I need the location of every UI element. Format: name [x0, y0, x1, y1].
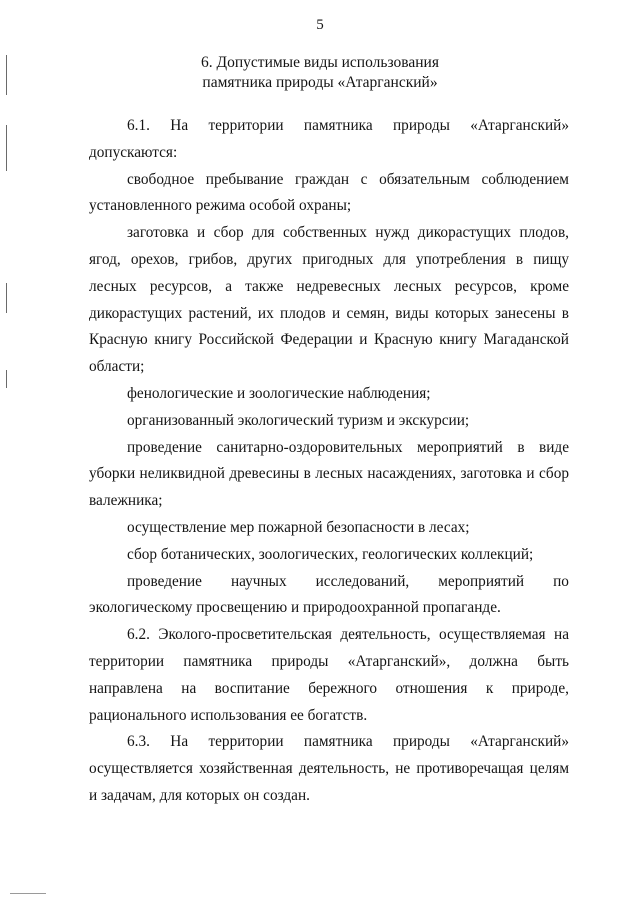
clause-6-3-continuation: осуществляется хозяйственная деятельность, не противоречащая целям и задачам, для которых он создан. [89, 760, 569, 804]
lead-word: проведение [127, 572, 202, 590]
clause-6-1-last-item-lead [89, 569, 569, 596]
clause-6-2: 6.2. Эколого-просветительская деятельность, осуществляемая на территории памятника природы «Атарганский», должна быть направлена на воспитание бережного отношения к природе, рационального использования ее богатств. [89, 626, 569, 724]
lead-word: памятника [303, 733, 373, 751]
clause-6-1-item: проведение санитарно-оздоровительных мероприятий в виде уборки неликвидной древесины в лесных насаждениях, заготовка и сбор валежника; [89, 438, 569, 510]
lead-word: «Атарганский» [470, 117, 569, 134]
lead-word: территории [208, 733, 284, 751]
clause-6-3-lead [89, 729, 569, 756]
scan-edge-mark [6, 283, 7, 313]
scan-footer-line [10, 893, 46, 894]
lead-word: по [553, 572, 569, 590]
clause-6-1-continuation: допускаются: [89, 143, 178, 161]
lead-word: На [170, 733, 189, 751]
lead-word: «Атарганский» [470, 733, 569, 751]
clause-6-1-item: заготовка и сбор для собственных нужд дикорастущих плодов, ягод, орехов, грибов, других пригодных для употребления в пищу лесных ресурсов, а также недревесных лесных ресурсов, кроме дикорастущих растений, их плодов и семян, виды которых занесены в Красную книгу Российской Федерации и Красную книгу Магаданской области; [89, 224, 569, 376]
scan-edge-mark [6, 370, 7, 388]
clause-6-1-last-item-continuation: экологическому просвещению и природоохранной пропаганде. [89, 599, 501, 617]
clause-6-1-item: фенологические и зоологические наблюдения; [127, 384, 431, 402]
clause-number: 6.1. [127, 117, 150, 134]
section-title [0, 53, 640, 93]
clause-6-1-item: осуществление мер пожарной безопасности в лесах; [127, 518, 470, 536]
page-number: 5 [316, 17, 324, 33]
section-title-line: памятника природы «Атарганский» [202, 74, 438, 91]
lead-word: территории [208, 117, 284, 134]
lead-word: мероприятий [438, 572, 525, 590]
body-text [89, 113, 569, 810]
lead-word: природы [392, 117, 450, 134]
clause-6-1-item: организованный экологический туризм и экскурсии; [127, 411, 470, 429]
clause-6-1-item: сбор ботанических, зоологических, геологических коллекций; [127, 545, 534, 563]
scan-edge-mark [6, 125, 7, 171]
clause-number: 6.3. [127, 733, 150, 751]
clause-6-1-item: свободное пребывание граждан с обязательным соблюдением установленного режима особой охраны; [89, 170, 569, 215]
lead-word: научных [230, 572, 287, 590]
clause-6-1-lead [89, 113, 569, 140]
lead-word: исследований, [315, 572, 410, 590]
lead-word: природы [392, 733, 450, 751]
section-title-line: 6. Допустимые виды использования [201, 54, 439, 71]
lead-word: памятника [303, 117, 373, 134]
lead-word: На [170, 117, 189, 134]
